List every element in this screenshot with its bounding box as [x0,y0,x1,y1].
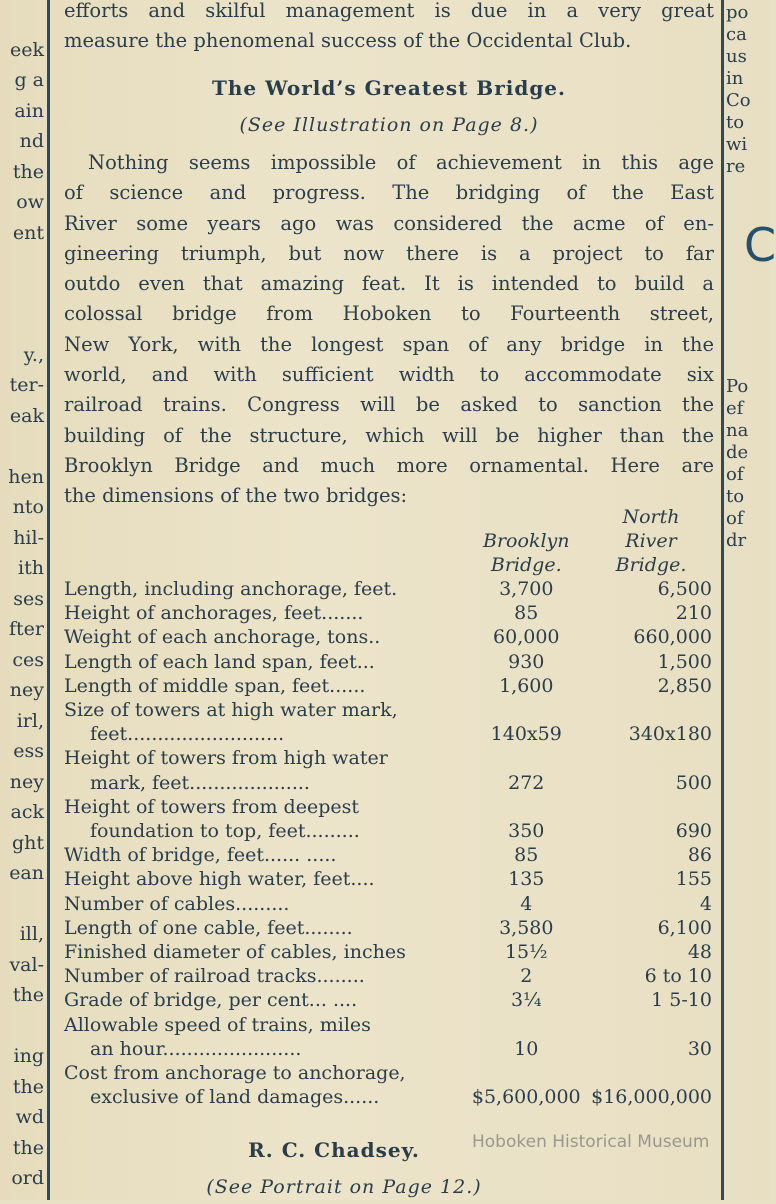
article-paragraph [64,148,714,512]
row-label: Number of railroad tracks........ [64,965,365,988]
column-fragment: Po [726,376,749,397]
column-fragment: to [726,486,745,507]
column-fragment: ing [13,1045,44,1067]
north-river-value: 690 [675,820,712,843]
table-row [64,698,714,746]
intro-line-2: measure the phenomenal success of the Occidental Club. [64,29,632,53]
dimensions-table [64,505,714,1109]
table-row [64,625,714,649]
left-column-fragments [0,0,44,1204]
brooklyn-value: 2 [520,965,533,988]
article-title: The World’s Greatest Bridge. [211,76,566,100]
north-river-value: 1,500 [657,650,712,673]
row-label: Length, including anchorage, feet. [64,578,398,600]
column-fragment [726,310,769,332]
column-fragment: dr [726,530,747,551]
column-fragment: irl, [16,709,44,732]
paragraph-line: Brooklyn Bridge and much more ornamental. Here are [64,453,714,477]
watermark: Hoboken Historical Museum [472,1132,710,1152]
column-fragment: eek [9,38,44,61]
column-fragment: the [12,1075,44,1098]
column-fragment [0,1011,44,1042]
table-row [64,940,714,964]
column-fragment [0,248,44,279]
table-row [64,867,714,891]
column-fragment: of [726,464,744,485]
north-river-value: 4 [699,892,712,915]
column-fragment: hil- [13,526,44,549]
column-fragment: ent [12,221,44,244]
column-fragment [0,4,44,35]
paragraph-line: colossal bridge from Hoboken to Fourteenth street, [64,302,714,326]
column-fragment: the [12,1136,44,1159]
column-fragment: ter- [9,374,44,396]
paragraph-line: Nothing seems impossible of achievement in this age [88,151,714,174]
table-row [64,795,714,843]
column-fragment: eak [9,404,44,427]
north-river-value: 86 [687,844,712,867]
row-label: Grade of bridge, per cent... .... [64,989,358,1012]
brooklyn-value: 15½ [504,941,548,964]
column-fragment: ess [13,740,44,762]
column-fragment: g a [14,69,44,91]
column-fragment: ord [11,1167,44,1189]
north-river-value: 6 to 10 [644,965,712,988]
column-header-line: North [622,506,680,528]
paragraph-line: the dimensions of the two bridges: [64,484,408,508]
table-row [64,577,714,601]
brooklyn-value: 85 [514,602,539,625]
brooklyn-value: 3¼ [511,989,542,1012]
column-fragment: ca [726,24,747,45]
row-label: feet.......................... [90,723,285,746]
column-fragment: y., [23,343,44,366]
column-fragment: ces [12,648,44,671]
column-header-line: River [625,530,677,552]
brooklyn-value: $5,600,000 [471,1086,581,1109]
column-fragment: to [726,112,745,133]
column-fragment: the [12,160,44,183]
column-fragment: in [726,68,744,89]
column-fragment: ses [13,587,44,610]
paragraph-line: world, and with sufficient width to accommodate six [64,363,714,387]
column-fragment: ow [16,191,44,213]
table-row [64,674,714,698]
north-river-value: 500 [675,771,712,794]
column-fragment: de [726,442,749,463]
paragraph-line: New York, with the longest span of any bridge in the [64,332,714,356]
brooklyn-value: 135 [508,868,545,891]
column-fragment: re [726,156,746,177]
brooklyn-value: 350 [508,820,545,843]
column-fragment: ney [9,770,44,793]
column-header-north-river [590,505,714,577]
column-fragment [0,431,44,462]
brooklyn-value: 3,580 [499,916,554,939]
column-fragment: fter [9,618,44,640]
row-label: Length of each land span, feet... [64,650,375,673]
right-column-fragments [726,0,769,1202]
table-row [64,988,714,1012]
row-label: exclusive of land damages...... [90,1086,380,1109]
row-label: Height of towers from deepest [64,795,359,818]
paragraph-line: River some years ago was considered the acme of en- [64,211,714,235]
paragraph-line: gineering triumph, but now there is a project to far [64,241,714,265]
brooklyn-value: 140x59 [490,723,562,746]
row-label: Height above high water, feet.... [64,868,375,891]
section-subtitle-chadsey: (See Portrait on Page 12.) [206,1176,482,1198]
column-fragment: wd [15,1106,44,1128]
column-fragment: ef [726,398,744,419]
table-row [64,892,714,916]
table-row [64,964,714,988]
paragraph-line: outdo even that amazing feat. It is intended to build a [64,272,714,296]
table-row [64,916,714,940]
column-fragment: nd [19,130,44,152]
brooklyn-value: 3,700 [499,578,554,600]
column-fragment: Co [726,90,751,111]
row-label: Cost from anchorage to anchorage, [64,1062,406,1085]
north-river-value: 340x180 [628,723,712,746]
dimensions-table-wrap [64,505,714,1109]
left-column-rule [47,0,50,1200]
column-fragment: ain [14,99,44,122]
brooklyn-value: 10 [514,1037,539,1060]
brooklyn-value: 85 [514,844,539,867]
column-fragment: the [12,984,44,1006]
paragraph-line: building of the structure, which will be higher than the [64,423,714,447]
north-river-value: $16,000,000 [591,1086,712,1109]
row-label: Allowable speed of trains, miles [64,1013,371,1036]
column-fragment: val- [9,953,44,976]
column-fragment: ith [18,557,44,579]
table-row [64,601,714,625]
column-fragment [0,309,44,340]
north-river-value: 660,000 [633,626,712,649]
column-fragment: hen [8,465,44,488]
column-header-line: Bridge. [490,554,562,576]
brooklyn-value: 272 [508,771,545,794]
north-river-value: 210 [675,602,712,625]
column-header-brooklyn [463,505,591,577]
column-fragment: nto [12,496,44,518]
column-header-line: Bridge. [615,554,687,576]
north-river-value: 30 [687,1037,712,1060]
row-label: foundation to top, feet......... [90,820,360,843]
intro-line-1: efforts and skilful management is due in a very great [64,0,714,22]
column-fragment [0,279,44,310]
row-label: Finished diameter of cables, inches [64,941,406,964]
paragraph-line: railroad trains. Congress will be asked to sanction the [64,393,714,417]
section-title-chadsey: R. C. Chadsey. [248,1138,420,1162]
column-fragment [726,354,769,376]
table-row [64,1061,714,1109]
article-subtitle: (See Illustration on Page 8.) [239,114,539,136]
column-fragment: ney [9,679,44,701]
column-fragment [726,288,769,310]
column-fragment: po [726,2,749,23]
column-fragment [0,889,44,920]
column-fragment: na [726,420,749,441]
brooklyn-value: 930 [508,650,545,673]
column-fragment: ght [11,831,44,854]
brooklyn-value: 4 [520,892,533,915]
table-row [64,650,714,674]
column-header-line: Brooklyn [483,530,570,552]
north-river-value: 2,850 [657,674,712,697]
right-column-large-letter: C [744,218,776,272]
row-label: Height of anchorages, feet....... [64,602,364,625]
row-label: Number of cables......... [64,892,290,915]
row-label: mark, feet.................... [90,771,310,794]
column-fragment: ean [9,862,44,884]
column-fragment: wi [726,134,748,155]
north-river-value: 6,100 [657,916,712,939]
north-river-value: 6,500 [657,578,712,600]
right-column-rule [721,0,724,1200]
north-river-value: 48 [687,941,712,964]
row-label: Length of middle span, feet...... [64,674,366,697]
column-fragment: of [726,508,744,529]
column-fragment: ill, [19,923,44,945]
brooklyn-value: 60,000 [493,626,560,649]
brooklyn-value: 1,600 [499,674,554,697]
row-label: Length of one cable, feet........ [64,916,353,939]
table-row [64,746,714,794]
column-fragment [726,178,769,200]
paragraph-line: of science and progress. The bridging of the East [64,181,714,205]
north-river-value: 155 [675,868,712,891]
row-label: an hour....................... [90,1037,302,1060]
row-label: Height of towers from high water [64,747,388,770]
table-row [64,1013,714,1061]
table-row [64,843,714,867]
row-label: Width of bridge, feet...... ..... [64,844,337,867]
row-label: Weight of each anchorage, tons.. [64,626,381,649]
column-fragment: us [726,46,747,67]
column-fragment [726,332,769,354]
north-river-value: 1 5-10 [651,989,712,1012]
row-label: Size of towers at high water mark, [64,699,398,722]
column-fragment: ack [10,801,44,823]
